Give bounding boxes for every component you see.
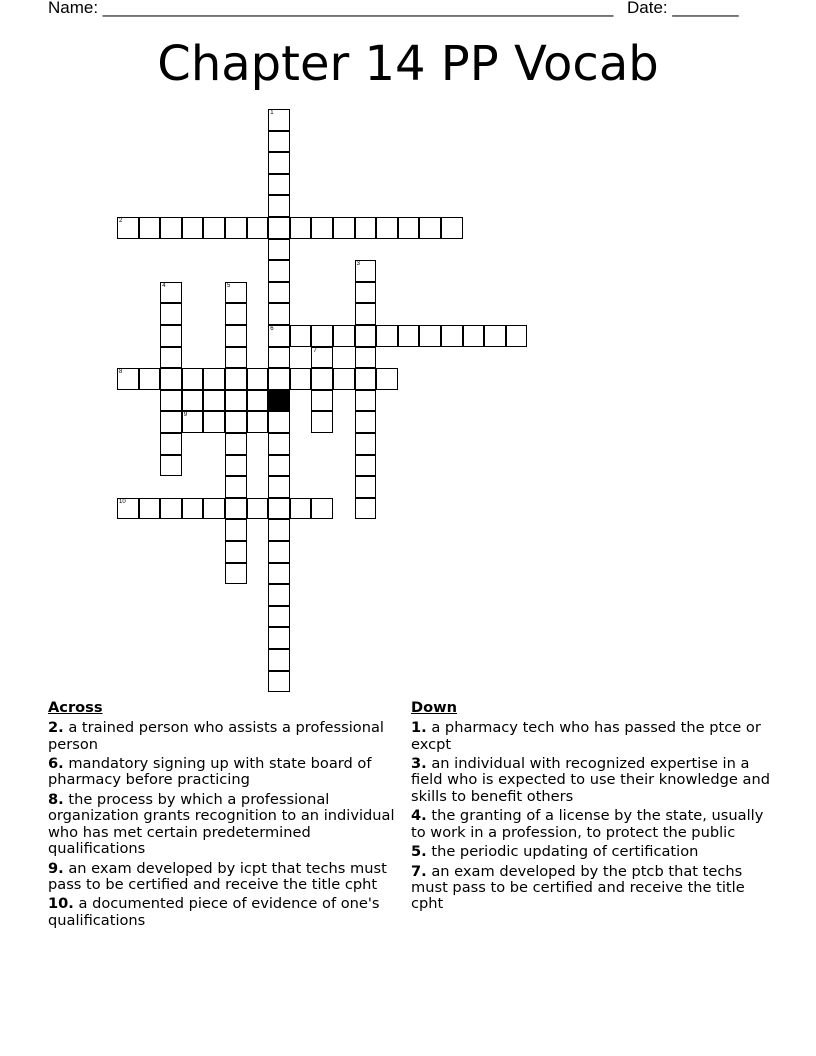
grid-cell[interactable] [398, 325, 420, 347]
grid-cell[interactable] [268, 347, 290, 369]
down-clue-7 [411, 864, 771, 913]
grid-cell[interactable] [506, 325, 528, 347]
grid-cell[interactable] [268, 455, 290, 477]
grid-cell[interactable] [182, 390, 204, 412]
clue-text: a trained person who assists a professional person [48, 719, 384, 753]
grid-cell[interactable] [268, 303, 290, 325]
across-heading: Across [48, 699, 103, 716]
grid-cell[interactable] [225, 541, 247, 563]
grid-cell[interactable] [160, 325, 182, 347]
grid-cell[interactable] [333, 217, 355, 239]
grid-cell[interactable] [355, 390, 377, 412]
grid-cell[interactable] [247, 217, 269, 239]
grid-cell[interactable] [225, 455, 247, 477]
clue-start-number: 3 [356, 261, 360, 268]
grid-cell[interactable] [117, 368, 139, 390]
grid-cell[interactable] [268, 433, 290, 455]
across-clue-8 [48, 792, 408, 857]
grid-cell[interactable] [225, 476, 247, 498]
grid-cell[interactable] [268, 519, 290, 541]
grid-cell[interactable] [355, 325, 377, 347]
clue-number: 5. [411, 843, 427, 861]
grid-cell[interactable] [311, 390, 333, 412]
down-clues [411, 700, 771, 916]
grid-cell[interactable] [398, 217, 420, 239]
grid-cell[interactable] [117, 498, 139, 520]
grid-cell[interactable] [268, 476, 290, 498]
grid-cell[interactable] [441, 217, 463, 239]
clue-text: an exam developed by icpt that techs must pass to be certified and receive the title cpht [48, 859, 387, 893]
grid-cell[interactable] [268, 239, 290, 261]
grid-cell[interactable] [160, 282, 182, 304]
grid-cell[interactable] [247, 498, 269, 520]
grid-cell[interactable] [160, 303, 182, 325]
grid-cell[interactable] [333, 325, 355, 347]
clue-text: an individual with recognized expertise in a field who is expected to use their knowledge and skills to benefit others [411, 755, 771, 805]
grid-cell[interactable] [268, 325, 290, 347]
grid-cell[interactable] [139, 217, 161, 239]
clue-start-number: 6 [270, 326, 274, 332]
down-clue-1 [411, 720, 771, 753]
grid-cell[interactable] [182, 368, 204, 390]
grid-cell[interactable] [225, 217, 247, 239]
grid-cell[interactable] [355, 433, 377, 455]
grid-cell[interactable] [225, 325, 247, 347]
across-clue-10 [48, 896, 408, 929]
grid-cell[interactable] [290, 325, 312, 347]
grid-cell[interactable] [355, 217, 377, 239]
grid-cell[interactable] [247, 411, 269, 433]
grid-cell[interactable] [355, 282, 377, 304]
grid-cell[interactable] [268, 217, 290, 239]
grid-cell[interactable] [355, 498, 377, 520]
clue-text: a pharmacy tech who has passed the ptce or excpt [411, 719, 761, 753]
grid-cell[interactable] [160, 390, 182, 412]
grid-cell[interactable] [268, 541, 290, 563]
clue-number: 10. [48, 895, 74, 913]
grid-cell[interactable] [225, 303, 247, 325]
grid-cell[interactable] [268, 195, 290, 217]
grid-cell[interactable] [441, 325, 463, 347]
grid-cell[interactable] [268, 152, 290, 174]
grid-cell[interactable] [484, 325, 506, 347]
grid-cell[interactable] [225, 368, 247, 390]
grid-cell[interactable] [139, 498, 161, 520]
grid-cell[interactable] [268, 498, 290, 520]
grid-cell[interactable] [182, 411, 204, 433]
grid-cell[interactable] [290, 217, 312, 239]
clue-number: 6. [48, 755, 64, 773]
page-title: Chapter 14 PP Vocab [157, 36, 659, 92]
grid-cell[interactable] [355, 455, 377, 477]
across-clue-6 [48, 756, 408, 789]
down-heading: Down [411, 699, 458, 716]
clue-start-number: 1 [270, 110, 274, 116]
clue-start-number: 9 [183, 412, 188, 419]
clue-number: 8. [48, 791, 64, 809]
clue-number: 9. [48, 859, 64, 877]
grid-cell[interactable] [225, 519, 247, 541]
grid-cell[interactable] [225, 347, 247, 369]
grid-cell[interactable] [203, 498, 225, 520]
clue-text: the process by which a professional organization grants recognition to an individual who has met certain predetermined qualifications [48, 791, 395, 857]
grid-cell[interactable] [311, 498, 333, 520]
clue-start-number: 8 [119, 369, 123, 376]
grid-cell[interactable] [268, 131, 290, 153]
name-field: Name: ______________________________________________________ [48, 0, 614, 17]
grid-cell[interactable] [203, 217, 225, 239]
clue-start-number: 4 [162, 282, 166, 289]
grid-cell[interactable] [268, 627, 290, 649]
grid-cell[interactable] [311, 347, 333, 369]
grid-cell[interactable] [376, 217, 398, 239]
grid-cell[interactable] [376, 368, 398, 390]
grid-cell[interactable] [247, 390, 269, 412]
grid-cell[interactable] [225, 390, 247, 412]
clue-text: mandatory signing up with state board of pharmacy before practicing [48, 755, 372, 789]
clue-number: 1. [411, 719, 427, 737]
across-clues [48, 700, 408, 932]
grid-cell[interactable] [355, 260, 377, 282]
grid-cell[interactable] [268, 606, 290, 628]
clue-start-number: 2 [119, 218, 123, 224]
grid-cell[interactable] [311, 411, 333, 433]
clue-text: a documented piece of evidence of one's qualifications [48, 895, 380, 929]
grid-cell[interactable] [268, 563, 290, 585]
down-clue-5 [411, 844, 771, 860]
clue-start-number: 7 [313, 347, 317, 354]
grid-cell[interactable] [225, 498, 247, 520]
grid-cell[interactable] [268, 411, 290, 433]
across-clue-9 [48, 861, 408, 894]
grid-cell[interactable] [268, 282, 290, 304]
grid-cell[interactable] [160, 368, 182, 390]
clue-number: 3. [411, 755, 427, 773]
grid-cell[interactable] [160, 455, 182, 477]
grid-cell[interactable] [203, 390, 225, 412]
clue-text: the granting of a license by the state, usually to work in a profession, to protect the public [411, 807, 764, 841]
grid-cell[interactable] [225, 433, 247, 455]
grid-cell[interactable] [311, 368, 333, 390]
across-clue-2 [48, 720, 408, 753]
grid-cell[interactable] [268, 368, 290, 390]
grid-cell[interactable] [203, 368, 225, 390]
down-clue-4 [411, 808, 771, 841]
grid-cell[interactable] [268, 174, 290, 196]
grid-cell[interactable] [419, 217, 441, 239]
grid-cell[interactable] [268, 671, 290, 693]
down-clue-3 [411, 756, 771, 805]
grid-cell[interactable] [139, 368, 161, 390]
grid-cell[interactable] [290, 498, 312, 520]
clue-text: an exam developed by the ptcb that techs must pass to be certified and receive the title cpht [411, 862, 745, 913]
grid-cell[interactable] [225, 411, 247, 433]
grid-cell[interactable] [182, 217, 204, 239]
grid-cell[interactable] [376, 325, 398, 347]
grid-cell[interactable] [290, 368, 312, 390]
grid-cell[interactable] [268, 649, 290, 671]
grid-cell[interactable] [117, 217, 139, 239]
grid-cell[interactable] [182, 498, 204, 520]
grid-cell[interactable] [160, 217, 182, 239]
grid-cell[interactable] [463, 325, 485, 347]
grid-cell[interactable] [311, 217, 333, 239]
clue-text: the periodic updating of certification [431, 843, 699, 861]
clue-number: 4. [411, 807, 427, 825]
clue-start-number: 5 [227, 282, 231, 289]
date-field: Date: _______ [627, 0, 739, 17]
clue-number: 2. [48, 719, 64, 737]
grid-cell[interactable] [419, 325, 441, 347]
grid-cell[interactable] [225, 282, 247, 304]
clue-number: 7. [411, 862, 427, 880]
grid-cell[interactable] [160, 433, 182, 455]
grid-cell[interactable] [355, 303, 377, 325]
grid-cell[interactable] [268, 260, 290, 282]
grid-cell[interactable] [247, 368, 269, 390]
grid-cell[interactable] [333, 368, 355, 390]
grid-cell[interactable] [311, 325, 333, 347]
grid-cell[interactable] [355, 476, 377, 498]
grid-cell[interactable] [268, 109, 290, 131]
grid-cell[interactable] [160, 347, 182, 369]
clue-start-number: 10 [119, 498, 126, 505]
grid-cell[interactable] [268, 584, 290, 606]
grid-cell[interactable] [160, 498, 182, 520]
grid-cell[interactable] [203, 411, 225, 433]
grid-cell[interactable] [355, 368, 377, 390]
grid-cell[interactable] [355, 411, 377, 433]
grid-cell[interactable] [160, 411, 182, 433]
grid-cell[interactable] [355, 347, 377, 369]
grid-cell[interactable] [225, 563, 247, 585]
blocked-cell [268, 390, 290, 412]
